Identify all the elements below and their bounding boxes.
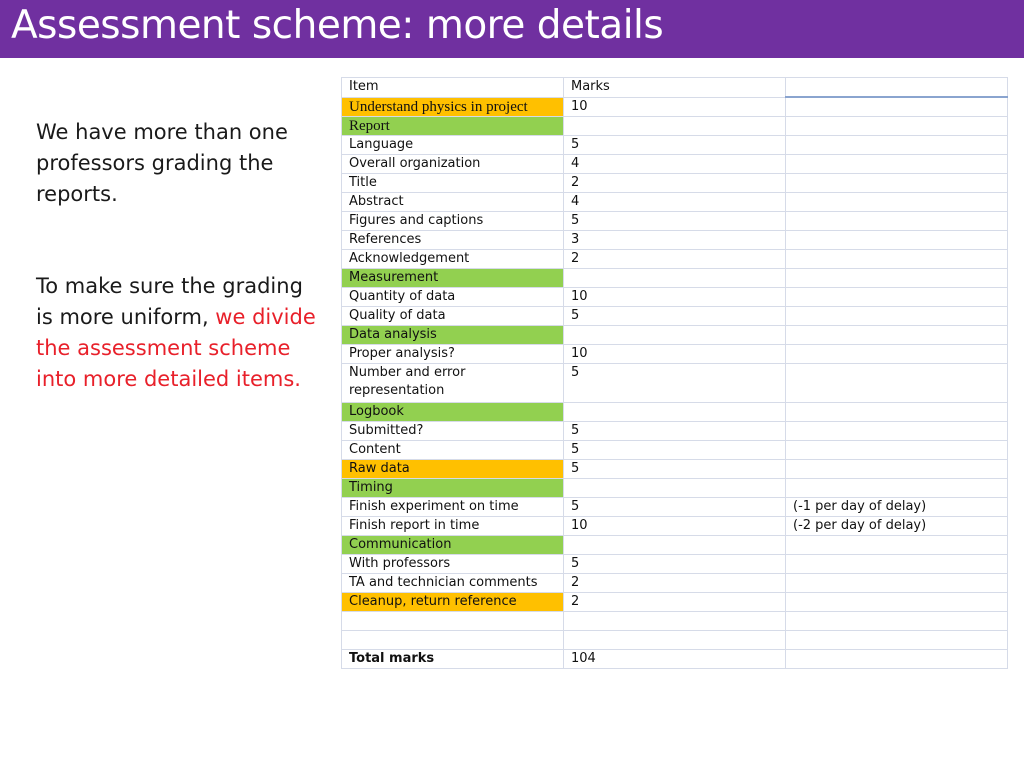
row-item-cell: Logbook <box>342 403 564 422</box>
row-item-cell: With professors <box>342 555 564 574</box>
row-item-cell: Abstract <box>342 193 564 212</box>
row-item-cell: References <box>342 231 564 250</box>
row-marks-cell: 10 <box>564 517 786 536</box>
method-paragraph <box>36 271 316 395</box>
table-row <box>342 517 1008 536</box>
row-item-cell: Total marks <box>342 650 564 669</box>
row-item-cell: Number and error representation <box>342 364 564 403</box>
row-marks-cell: 5 <box>564 422 786 441</box>
row-note-cell <box>786 364 1008 403</box>
table-row <box>342 174 1008 193</box>
table-row <box>342 307 1008 326</box>
row-note-cell <box>786 479 1008 498</box>
table-row <box>342 136 1008 155</box>
row-marks-cell: 5 <box>564 364 786 403</box>
row-note-cell <box>786 174 1008 193</box>
row-item-cell: Finish experiment on time <box>342 498 564 517</box>
row-note-cell <box>786 441 1008 460</box>
row-marks-cell: 5 <box>564 307 786 326</box>
row-note-cell <box>786 326 1008 345</box>
table-row <box>342 250 1008 269</box>
row-note-cell <box>786 155 1008 174</box>
row-marks-cell: 5 <box>564 498 786 517</box>
row-item-cell <box>342 612 564 631</box>
table-row <box>342 612 1008 631</box>
row-marks-cell: 3 <box>564 231 786 250</box>
table-row <box>342 212 1008 231</box>
row-marks-cell <box>564 631 786 650</box>
slide-title: Assessment scheme: more details <box>11 3 664 48</box>
row-marks-cell: 2 <box>564 174 786 193</box>
row-item-cell <box>342 631 564 650</box>
row-item-cell: Quality of data <box>342 307 564 326</box>
row-marks-cell <box>564 536 786 555</box>
table-row <box>342 574 1008 593</box>
row-note-cell <box>786 536 1008 555</box>
row-marks-cell: 2 <box>564 250 786 269</box>
row-marks-cell: 5 <box>564 555 786 574</box>
table-row <box>342 403 1008 422</box>
row-marks-cell: 4 <box>564 193 786 212</box>
row-note-cell: (-1 per day of delay) <box>786 498 1008 517</box>
table-row <box>342 498 1008 517</box>
table-row <box>342 650 1008 669</box>
header-notes <box>786 78 1008 98</box>
row-note-cell <box>786 269 1008 288</box>
row-note-cell <box>786 250 1008 269</box>
table-row <box>342 269 1008 288</box>
row-marks-cell <box>564 612 786 631</box>
row-item-cell: Content <box>342 441 564 460</box>
row-note-cell <box>786 555 1008 574</box>
row-marks-cell: 5 <box>564 136 786 155</box>
row-note-cell <box>786 231 1008 250</box>
table-row <box>342 155 1008 174</box>
row-note-cell <box>786 403 1008 422</box>
row-note-cell <box>786 345 1008 364</box>
table-row <box>342 631 1008 650</box>
row-note-cell <box>786 117 1008 136</box>
row-marks-cell: 5 <box>564 212 786 231</box>
row-note-cell <box>786 612 1008 631</box>
row-marks-cell: 5 <box>564 441 786 460</box>
row-marks-cell: 10 <box>564 288 786 307</box>
row-item-cell: Figures and captions <box>342 212 564 231</box>
row-marks-cell: 104 <box>564 650 786 669</box>
row-marks-cell: 10 <box>564 97 786 117</box>
row-note-cell <box>786 593 1008 612</box>
table-row <box>342 345 1008 364</box>
row-marks-cell: 10 <box>564 345 786 364</box>
row-note-cell <box>786 136 1008 155</box>
table-row <box>342 326 1008 345</box>
table-row <box>342 364 1008 403</box>
title-bar <box>0 0 1024 58</box>
row-item-cell: Raw data <box>342 460 564 479</box>
header-item: Item <box>342 78 564 98</box>
table-header-row <box>342 78 1008 98</box>
row-item-cell: Overall organization <box>342 155 564 174</box>
row-marks-cell <box>564 269 786 288</box>
row-item-cell: Proper analysis? <box>342 345 564 364</box>
table-row <box>342 536 1008 555</box>
row-marks-cell <box>564 403 786 422</box>
table-row <box>342 97 1008 117</box>
table-row <box>342 422 1008 441</box>
row-note-cell <box>786 288 1008 307</box>
row-note-cell <box>786 460 1008 479</box>
row-item-cell: Acknowledgement <box>342 250 564 269</box>
row-note-cell <box>786 212 1008 231</box>
row-note-cell <box>786 422 1008 441</box>
row-item-cell: Data analysis <box>342 326 564 345</box>
table-row <box>342 593 1008 612</box>
table-row <box>342 231 1008 250</box>
row-marks-cell <box>564 479 786 498</box>
intro-paragraph: We have more than one professors grading the reports. <box>36 120 288 206</box>
table-row <box>342 117 1008 136</box>
row-note-cell: (-2 per day of delay) <box>786 517 1008 536</box>
row-note-cell <box>786 307 1008 326</box>
row-item-cell: Finish report in time <box>342 517 564 536</box>
method-plain-text: To make sure the grading is more uniform, <box>36 274 303 329</box>
row-note-cell <box>786 193 1008 212</box>
row-note-cell <box>786 650 1008 669</box>
table-row <box>342 193 1008 212</box>
row-marks-cell: 2 <box>564 574 786 593</box>
table-row <box>342 288 1008 307</box>
row-marks-cell: 5 <box>564 460 786 479</box>
table-row <box>342 460 1008 479</box>
row-item-cell: Report <box>342 117 564 136</box>
row-item-cell: Cleanup, return reference <box>342 593 564 612</box>
row-item-cell: Communication <box>342 536 564 555</box>
method-highlight-text: we divide the assessment scheme into more detailed items. <box>36 305 316 391</box>
row-marks-cell: 4 <box>564 155 786 174</box>
row-item-cell: Language <box>342 136 564 155</box>
row-item-cell: Measurement <box>342 269 564 288</box>
row-note-cell <box>786 97 1008 117</box>
assessment-table <box>341 77 1008 669</box>
row-marks-cell: 2 <box>564 593 786 612</box>
header-marks: Marks <box>564 78 786 98</box>
table-row <box>342 441 1008 460</box>
assessment-table-body <box>342 78 1008 669</box>
table-row <box>342 555 1008 574</box>
row-item-cell: Quantity of data <box>342 288 564 307</box>
row-item-cell: Submitted? <box>342 422 564 441</box>
row-item-cell: Understand physics in project <box>342 97 564 117</box>
row-item-cell: Timing <box>342 479 564 498</box>
row-item-cell: Title <box>342 174 564 193</box>
row-note-cell <box>786 631 1008 650</box>
row-marks-cell <box>564 117 786 136</box>
row-item-cell: TA and technician comments <box>342 574 564 593</box>
row-marks-cell <box>564 326 786 345</box>
row-note-cell <box>786 574 1008 593</box>
table-row <box>342 479 1008 498</box>
